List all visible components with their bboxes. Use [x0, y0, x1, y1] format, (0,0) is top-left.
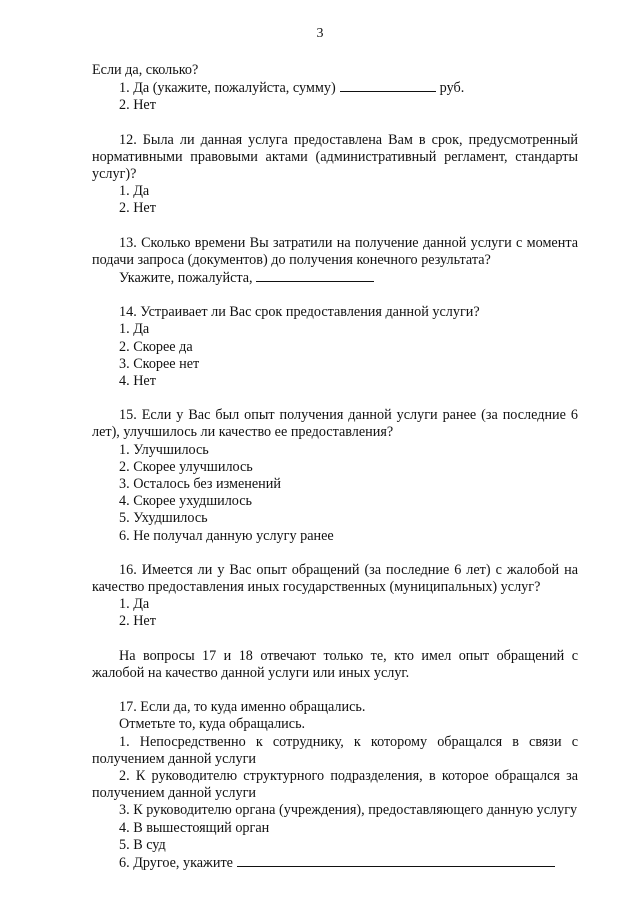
- other-answer-line[interactable]: [237, 854, 555, 867]
- questionnaire-page: [92, 62, 578, 872]
- q11-option-1-unit: руб.: [439, 80, 465, 97]
- q15-text: 15. Если у Вас был опыт получения данной услуги ранее (за последние 6 лет), улучшилось ли качество ее предоставления?: [92, 407, 578, 441]
- question-14: [92, 304, 578, 390]
- q14-option: 2. Скорее да: [119, 338, 193, 355]
- q15-option: 1. Улучшилось: [119, 441, 209, 458]
- q13-text: 13. Сколько времени Вы затратили на получение данной услуги с момента подачи запроса (документов) до получения конечного результата?: [92, 234, 578, 268]
- question-16: [92, 562, 578, 631]
- q17-option-1: 1. Непосредственно к сотруднику, к которому обращался в связи с получением данной услуги: [92, 733, 578, 767]
- q17-option-6-label: 6. Другое, укажите: [119, 854, 233, 871]
- q13-prompt-label: Укажите, пожалуйста,: [119, 270, 253, 287]
- page-number: 3: [316, 26, 324, 41]
- q12-text: 12. Была ли данная услуга предоставлена Вам в срок, предусмотренный нормативными правовыми актами (административный регламент, стандарты услуг)?: [92, 131, 578, 183]
- q12-option: 1. Да: [119, 183, 150, 200]
- q16-option: 1. Да: [119, 596, 150, 613]
- question-12: [92, 132, 578, 218]
- q11-option-1: [92, 79, 578, 97]
- question-17: [92, 699, 578, 872]
- q17-option-4: 4. В вышестоящий орган: [119, 819, 270, 836]
- q17-instruction: Отметьте то, куда обращались.: [119, 716, 306, 733]
- q14-option: 1. Да: [119, 321, 150, 338]
- q16-text: 16. Имеется ли у Вас опыт обращений (за последние 6 лет) с жалобой на качество предоставления иных государственных (муниципальных) услуг?: [92, 561, 578, 596]
- question-11-continuation: [92, 62, 578, 115]
- q15-option: 5. Ухудшилось: [119, 510, 208, 527]
- question-15: [92, 407, 578, 545]
- q14-option: 3. Скорее нет: [119, 355, 200, 372]
- q17-option-2: 2. К руководителю структурного подразделения, в которое обращался за получением данной услуги: [92, 767, 578, 802]
- question-13: [92, 235, 578, 288]
- q17-option-5: 5. В суд: [119, 836, 166, 853]
- sum-answer-line[interactable]: [340, 79, 436, 92]
- time-answer-line[interactable]: [256, 269, 374, 282]
- q15-option: 3. Осталось без изменений: [119, 476, 281, 493]
- q14-option: 4. Нет: [119, 373, 156, 390]
- q11-option-1-label: 1. Да (укажите, пожалуйста, сумму): [119, 80, 336, 97]
- q17-q18-note: На вопросы 17 и 18 отвечают только те, кто имел опыт обращений с жалобой на качество данной услуги или иных услуг.: [92, 647, 578, 681]
- q17-text: 17. Если да, то куда именно обращались.: [119, 699, 366, 716]
- q15-option: 2. Скорее улучшилось: [119, 458, 253, 475]
- q16-option: 2. Нет: [119, 613, 156, 630]
- q11-followup: Если да, сколько?: [92, 62, 199, 78]
- q15-option: 6. Не получал данную услугу ранее: [119, 527, 334, 544]
- q11-option-2: 2. Нет: [119, 97, 156, 114]
- q17-option-3: 3. К руководителю органа (учреждения), предоставляющего данную услугу: [119, 802, 578, 819]
- q14-text: 14. Устраивает ли Вас срок предоставления данной услуги?: [119, 304, 480, 321]
- q12-option: 2. Нет: [119, 200, 156, 217]
- q15-option: 4. Скорее ухудшилось: [119, 493, 253, 510]
- q13-prompt: [92, 269, 578, 287]
- q17-option-6: [92, 854, 578, 872]
